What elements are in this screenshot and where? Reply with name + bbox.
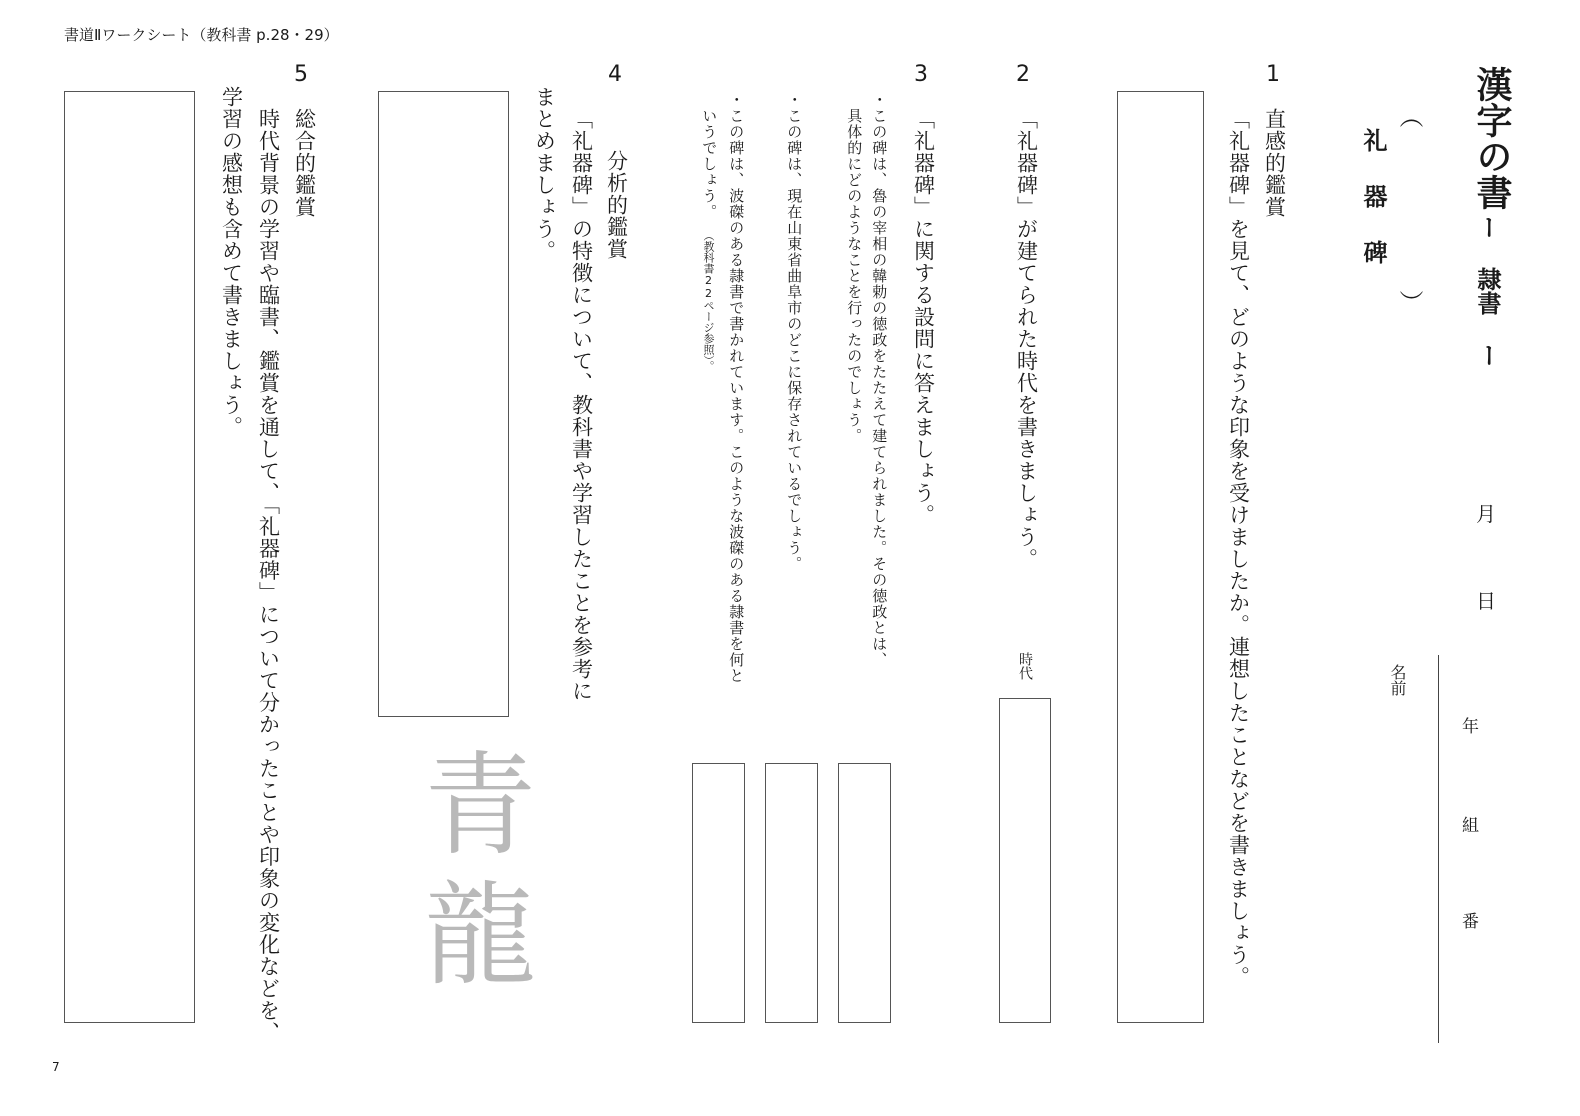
q4-text-line2: まとめましょう。	[532, 86, 557, 262]
name-label: 名前	[1388, 664, 1407, 696]
q3-answer-box-3[interactable]	[692, 763, 745, 1023]
q3-text: 「礼器碑」に関する設問に答えましょう。	[911, 108, 936, 526]
page-subtitle: ー 隷書 ー	[1473, 215, 1501, 367]
subject-paren-open: （	[1395, 104, 1423, 128]
q4-text-line1: 「礼器碑」の特徴について、教科書や学習したことを参考に	[569, 108, 594, 702]
q5-text-line1: 時代背景の学習や臨書、鑑賞を通して、「礼器碑」について分かったことや印象の変化などを、	[256, 108, 281, 1044]
name-line	[1438, 655, 1439, 1043]
q2-number: 2	[1016, 62, 1030, 87]
q3-bullet1-line2: 具体的にどのようなことを行ったのでしょう。	[845, 108, 864, 444]
number-label: 番	[1462, 912, 1479, 932]
q1-answer-box[interactable]	[1117, 91, 1204, 1023]
q5-heading: 総合的鑑賞	[292, 108, 317, 218]
q4-number: 4	[608, 62, 622, 87]
q2-answer-box[interactable]	[999, 698, 1051, 1023]
year-label: 年	[1462, 717, 1479, 737]
q3-number: 3	[914, 62, 928, 87]
q3-bullet2: ・この碑は、現在山東省曲阜市のどこに保存されているでしょう。	[785, 92, 804, 572]
q5-number: 5	[294, 62, 308, 87]
q5-answer-box[interactable]	[64, 91, 195, 1023]
q1-number: 1	[1266, 62, 1280, 87]
subject-name: 礼 器 碑	[1359, 128, 1387, 268]
q2-text: 「礼器碑」が建てられた時代を書きましょう。	[1014, 108, 1039, 570]
q2-era-label: 時代	[1017, 652, 1033, 680]
class-label: 組	[1462, 816, 1479, 836]
worksheet-header: 書道Ⅱワークシート（教科書 p.28・29）	[64, 26, 339, 44]
q3-bullet3-note: （教科書22ページ参照）。	[702, 230, 715, 372]
q3-bullet1-line1: ・この碑は、魯の宰相の韓勅の徳政をたたえて建てられました。その徳政とは、	[870, 92, 889, 668]
q4-heading: 分析的鑑賞	[604, 150, 629, 260]
q3-answer-box-2[interactable]	[765, 763, 818, 1023]
page-title: 漢字の書	[1471, 66, 1512, 210]
month-label: 月	[1476, 502, 1496, 526]
seal-char-top: 青	[424, 741, 536, 871]
q3-bullet3-line2: いうでしょう。	[700, 108, 719, 220]
q1-text: 「礼器碑」を見て、どのような印象を受けましたか。連想したことなどを書きましょう。	[1226, 108, 1251, 988]
q3-answer-box-1[interactable]	[838, 763, 891, 1023]
page-number: 7	[52, 1060, 60, 1074]
day-label: 日	[1476, 589, 1496, 613]
q3-bullet3-line1: ・この碑は、波磔のある隷書で書かれています。このような波磔のある隷書を何と	[727, 92, 746, 684]
seal-char-bottom: 龍	[424, 871, 536, 1001]
subject-paren-close: ）	[1395, 290, 1423, 314]
q5-text-line2: 学習の感想も含めて書きましょう。	[219, 86, 244, 438]
q1-heading: 直感的鑑賞	[1262, 108, 1287, 218]
q4-answer-box[interactable]	[378, 91, 509, 717]
